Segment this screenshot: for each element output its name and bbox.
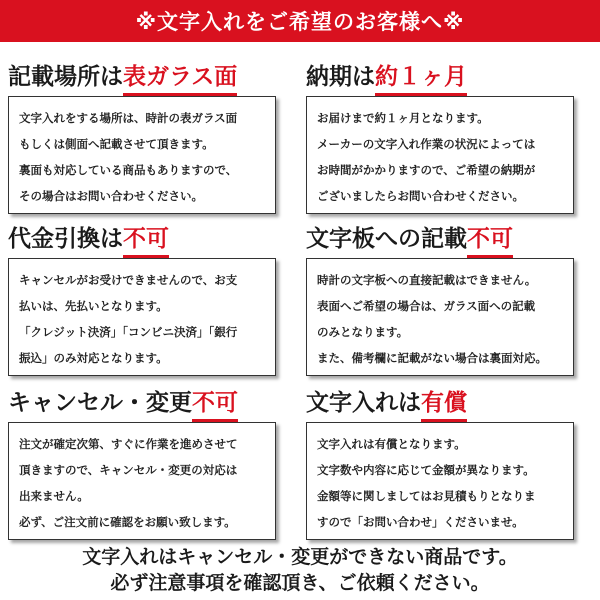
- heading-highlight: 表ガラス面: [123, 64, 238, 90]
- body-line: 振込」のみ対応となります。: [19, 351, 168, 365]
- section-body: [306, 96, 574, 214]
- heading-text: 納期は: [306, 64, 375, 90]
- section-heading: [8, 386, 238, 420]
- footer-notice-line-1: [0, 542, 600, 569]
- body-line: 裏面も対応している商品もありますので、: [19, 163, 238, 177]
- body-line: 出来ません。: [19, 489, 89, 503]
- body-line: お届けまで約１ヶ月となります。: [317, 111, 489, 125]
- body-line: 「クレジット決済」「コンビニ決済」「銀行: [19, 325, 238, 339]
- body-line: 頂きますので、キャンセル・変更の対応は: [19, 463, 238, 477]
- notice-banner: [0, 0, 600, 42]
- heading-highlight: 不可: [192, 390, 238, 416]
- body-line: キャンセルがお受けできませんので、お支: [19, 273, 238, 287]
- body-line: 払いは、先払いとなります。: [19, 299, 168, 313]
- body-line: 必ず、ご注文前に確認をお願い致します。: [19, 515, 236, 529]
- body-line: その場合はお問い合わせください。: [19, 189, 203, 203]
- body-line: 文字入れは有償となります。: [317, 437, 466, 451]
- footer-notice-line-2: [0, 568, 600, 595]
- body-line: お時間がかかりますので、ご希望の納期が: [317, 163, 536, 177]
- section-body: [306, 258, 574, 376]
- section-body: [8, 96, 276, 214]
- section-heading: [306, 60, 467, 94]
- section-heading: [8, 60, 237, 94]
- body-line: 文字数や内容に応じて金額が異なります。: [317, 463, 535, 477]
- heading-highlight: 不可: [123, 226, 169, 252]
- body-line: 注文が確定次第、すぐに作業を進めさせて: [19, 437, 238, 451]
- banner-title: ※文字入れをご希望のお客様へ※: [135, 10, 465, 34]
- body-line: 時計の文字板への直接記載はできません。: [317, 273, 537, 287]
- footer-text: 必ず注意事項を確認頂き、ご依頼ください。: [110, 572, 490, 594]
- section-heading: [306, 386, 467, 420]
- section-body: [306, 422, 574, 540]
- section-body: [8, 258, 276, 376]
- body-line: 金額等に関しましてはお見積もりとなりま: [317, 489, 536, 503]
- body-line: メーカーの文字入れ作業の状況によっては: [317, 137, 536, 151]
- section-body: [8, 422, 276, 540]
- heading-highlight: 有償: [421, 390, 467, 416]
- body-line: もしくは側面へ記載させて頂きます。: [19, 137, 214, 151]
- heading-text: 文字板への記載: [306, 226, 467, 252]
- body-line: 表面へご希望の場合は、ガラス面への記載: [317, 299, 536, 313]
- body-line: すので「お問い合わせ」くださいませ。: [317, 515, 524, 529]
- heading-text: 記載場所は: [8, 64, 123, 90]
- section-heading: [8, 222, 169, 256]
- heading-text: 代金引換は: [8, 226, 123, 252]
- footer-text: 文字入れはキャンセル・変更ができない商品です。: [82, 546, 518, 568]
- body-line: また、備考欄に記載がない場合は裏面対応。: [317, 351, 547, 365]
- heading-text: キャンセル・変更: [8, 390, 192, 416]
- body-line: のみとなります。: [317, 325, 409, 339]
- heading-highlight: 不可: [467, 226, 513, 252]
- body-line: 文字入れをする場所は、時計の表ガラス面: [19, 111, 238, 125]
- heading-text: 文字入れは: [306, 390, 421, 416]
- section-heading: [306, 222, 513, 256]
- heading-highlight: 約１ヶ月: [375, 64, 467, 90]
- body-line: ございましたらお問い合わせください。: [317, 189, 524, 203]
